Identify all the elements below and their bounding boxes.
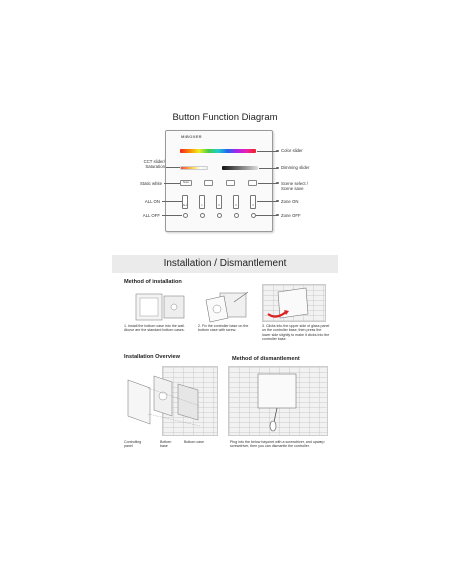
zone-off-leader-dot — [276, 214, 279, 217]
dimming-slider-label: Dimming slider — [281, 165, 310, 170]
dismantle-caption: Plug into the below bayonet with a screwdriver, and upwarp screwdriver, then you can dismantle the controller. — [230, 440, 325, 449]
static-white-label: Static white — [140, 181, 162, 186]
color-slider-label: Color slider — [281, 148, 303, 153]
overview-label-case: Bottom case — [184, 440, 204, 444]
scene-button-1[interactable] — [204, 180, 213, 186]
dismantle-illustration — [228, 366, 328, 436]
zone-on-label: Zone ON — [281, 199, 299, 204]
zone-off-label: Zone OFF — [281, 213, 301, 218]
dimming-leader — [259, 168, 277, 169]
overview-label-panel: Controlling panel — [124, 440, 142, 449]
step2-illustration — [198, 290, 256, 326]
installation-overview-title: Installation Overview — [124, 354, 180, 360]
method-installation-title: Method of installation — [124, 279, 182, 285]
cct-slider-label: CCT slider/ Saturation — [143, 159, 165, 170]
step3-illustration — [262, 284, 326, 324]
installation-header: Installation / Dismantlement — [112, 255, 338, 273]
dismantlement-title: Method of dismantlement — [232, 356, 300, 362]
zone-all-off-button[interactable] — [183, 213, 188, 218]
all-off-label: ALL OFF — [142, 213, 160, 218]
all-on-leader — [162, 201, 182, 202]
zone-label-1: 1 — [201, 204, 203, 207]
zone-label-all: ALL — [182, 204, 188, 207]
step1-illustration — [130, 290, 188, 324]
zone-3-off-button[interactable] — [234, 213, 239, 218]
dimming-leader-dot — [276, 167, 279, 170]
overview-illustration — [120, 366, 220, 438]
zone-on-leader-dot — [276, 200, 279, 203]
zone-label-4: 4 — [252, 204, 254, 207]
scene-button-3[interactable] — [248, 180, 257, 186]
diagram-title: Button Function Diagram — [172, 112, 278, 123]
overview-label-base: Bottom base — [160, 440, 172, 449]
scene-leader-dot — [276, 182, 279, 185]
step2-caption: 2. Fix the controller base on the bottom case with screw. — [198, 324, 249, 333]
all-off-leader — [162, 215, 182, 216]
zone-on-leader — [257, 201, 277, 202]
zone-off-leader — [256, 215, 277, 216]
scene-button-2[interactable] — [226, 180, 235, 186]
color-leader — [257, 151, 277, 152]
static-leader — [164, 183, 180, 184]
cct-leader — [166, 167, 180, 168]
scene-leader — [258, 183, 277, 184]
step1-caption: 1. Install the bottom case into the wall. Above are the standard bottom cases. — [124, 324, 185, 333]
static-white-button-label: Static — [182, 181, 190, 184]
color-slider[interactable] — [180, 149, 256, 153]
zone-4-off-button[interactable] — [251, 213, 256, 218]
color-leader-dot — [276, 150, 279, 153]
zone-label-3: 3 — [235, 204, 237, 207]
cct-slider[interactable] — [180, 166, 208, 170]
zone-2-off-button[interactable] — [217, 213, 222, 218]
step3-caption: 3. Clicks into the upper side of glass panel on the controller base, then press the lower side slightly to make it clicks into the controller base. — [262, 324, 330, 342]
brand-logo: MiBOXER — [181, 134, 202, 139]
dimming-slider[interactable] — [222, 166, 258, 170]
zone-1-off-button[interactable] — [200, 213, 205, 218]
all-on-label: ALL ON — [144, 199, 160, 204]
scene-label: Scene select / Scene save — [281, 181, 308, 192]
zone-label-2: 2 — [218, 204, 220, 207]
static-white-button[interactable] — [180, 180, 192, 186]
